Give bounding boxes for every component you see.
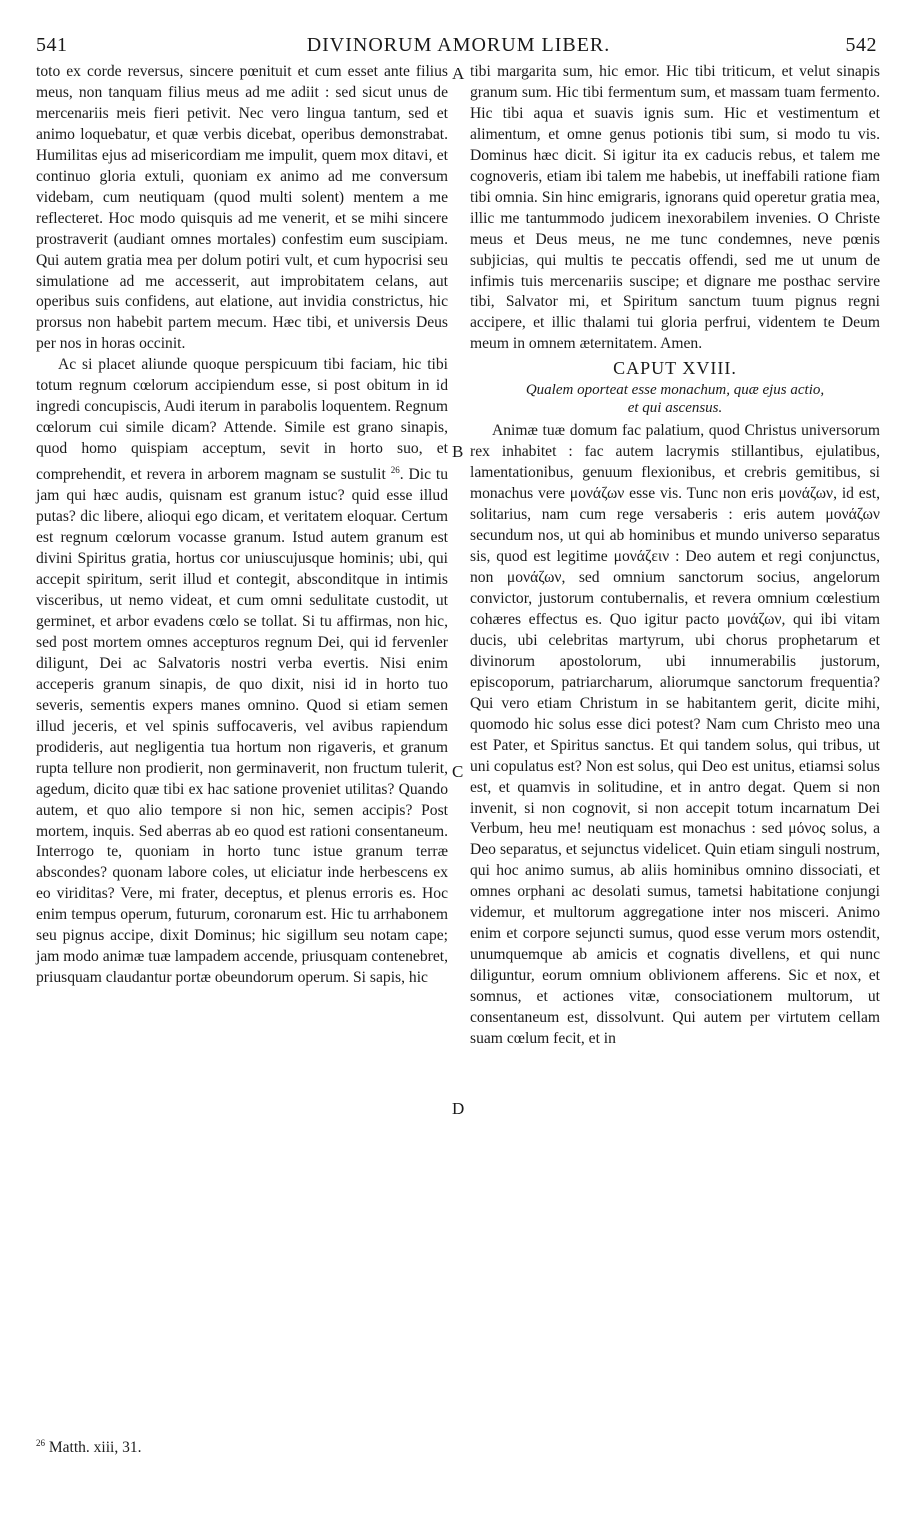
margin-marker-c: C xyxy=(452,762,464,781)
left-paragraph-1: toto ex corde reversus, sincere pœnituit et cum esset ante filius meus, non tanquam filius meus ad me adiit : sed sicut unus de mercenariis meis fieri petivit. Nec vero lingua tantum, sed et animo loquebatur, et quæ verbis dicebat, operibus demonstrabat. Humilitas ejus ad misericordiam me impulit, quem mox ditavi, et continuo gloria extuli, quoniam ex animo ad me conversum videbam, cum neutiquam (quod multi solent) mentem a me reflecteret. Hoc modo quisquis ad me venerit, et se mihi sincere prostraverit (audiant omnes mortales) confestim eum suscipiam. Qui autem gratia mea per dolum potiri vult, et cum hypocrisi seu simulatione ad me accesserit, aut improbitatem celans, aut operibus suis confidens, aut elatione, aut invidia constrictus, hic prorsus non habebit partem mecum. Hæc tibi, et universis Deus per nos in horas occinit. xyxy=(36,63,448,353)
running-title: DIVINORUM AMORUM LIBER. xyxy=(306,34,611,56)
chapter-subtitle-line-2: et qui ascensus. xyxy=(627,400,723,417)
page-number-left: 541 xyxy=(36,34,68,56)
footnote-reference: 26 xyxy=(390,465,400,476)
margin-marker-a: A xyxy=(452,64,465,83)
left-paragraph-2 xyxy=(36,355,448,989)
left-paragraph-2-part-a: Ac si placet aliunde quoque perspicuum tibi faciam, hic tibi totum regnum cœlorum accipiendum esse, si post obitum in id ingredi concupiscis, Audi iterum in parabolis loquentem. Regnum cœlorum cui simile dicam? Attende. Simile est grano sinapis, quod homo quispiam acceptum, sevit in horto suo, et comprehendit, et revera in arborem magnam se sustulit xyxy=(36,356,448,484)
left-column xyxy=(36,62,448,989)
footnote xyxy=(36,1438,141,1457)
footnote-text: Matth. xiii, 31. xyxy=(45,1439,142,1457)
right-column xyxy=(470,62,880,1050)
footnote-mark: 26 xyxy=(36,1438,45,1448)
margin-marker-d: D xyxy=(452,1099,465,1118)
margin-marker-b: B xyxy=(452,442,464,461)
page-number-right: 542 xyxy=(845,34,877,56)
right-paragraph-1: tibi margarita sum, hic emor. Hic tibi triticum, et velut sinapis granum sum. Hic tibi fermentum sum, et massam tuam fermento. Hic tibi aqua et suavis ignis sum. Hic et vestimentum et alimentum, et omne genus potionis tibi sum, si modo tu vis. Dominus hæc dicit. Si igitur ita ex caducis rebus, et talem me cognoveris, etiam ibi talem me habebis, ut ineffabili ratione fiam tibi omnia. Sin hinc emigraris, ignorans quid operetur gratia mea, illic me tantummodo judicem inexorabilem invenies. O Christe meus et Deus meus, ne me tunc condemnes, neve pœnis subjicias, qui multis te peccatis offendi, sed me ut unum de infimis tuis mercenariis suscipe; et dignare me posthac servire tibi, Salvator mi, et Spiritum sanctum tuum pignus regni accipere, et illic thalami tui gloria perfrui, videntem te Deum meum in omnem æternitatem. Amen. xyxy=(470,63,880,353)
right-paragraph-2: Animæ tuæ domum fac palatium, quod Christus universorum rex inhabitet : fac autem lacrymis stillantibus, ejulatibus, lamentationibus, genuum flexionibus, et crebris gemitibus, si monachus vere μονάζων esse vis. Tunc non eris μονάζων, id est, solitarius, nam cum rege versaberis : eris autem μονάζων secundum nos, ut qui ab hominibus et mundo universo separatus sis, quod est legitime μονάζειν : Deo autem et regi conjunctus, non μονάζων, sed omnium sanctorum socius, angelorum convictor, justorum contubernalis, et revera omnium cœlestium cohæres effectus es. Quo igitur pacto μονάζων, qui ibi vitam ducis, ubi celebritas martyrum, ubi chorus prophetarum et divinorum apostolorum, ubi innumerabilis justorum, episcoporum, patriarcharum, aliorumque sanctorum frequentia? Qui vero etiam Christum in se habitantem gerit, dicite mihi, quomodo hic solus esse dici potest? Nam cum Christo meo una est Pater, et Spiritus sanctus. Et qui tandem solus, qui tribus, ut uni copulatus est? Non est solus, qui Deo est unitus, etiamsi solus est, et quamvis in solitudine, et in antro degat. Quem si non invenit, si non cognovit, si non accepit totum incarnatum Dei Verbum, heu me! neutiquam est monachus : sed μόνος solus, a Deo separatus, et sejunctus videlicet. Quin etiam singuli nostrum, qui hoc animo sumus, ab aliis hominibus omnino dissociati, et omnes orphani ac desolati sumus, tametsi habitatione conjungi videmur, et multorum aggregatione inter nos misceri. Animo enim et corpore sejuncti sumus, quod esse verum mors ostendit, unumquemque ab amicis et cognatis divellens, et qui nunc diliguntur, eorum omnium oblivionem afferens. Sic et nox, et somnus, et actiones vitæ, consociationem multorum, ut consentaneum est, dissolvunt. Qui autem per virtutem cellam suam cœlum fecit, et in xyxy=(470,422,880,1047)
left-paragraph-2-part-b: . Dic tu jam qui hæc audis, quisnam est granum istuc? quid esse illud putas? dic libere, alioqui ego dicam, et veritatem eloquar. Certum est regnum cœlorum vocasse granum. Istud autem granum est divini Spiritus gratia, hortus cor uniuscujusque hominis; ubi, qui accepit spiritum, serit illud et contegit, absconditque in intimis visceribus, ut nemo videat, et cum omni sedulitate custodit, ut germinet, et arbor evadens cœlo se tollat. Si tu affirmas, non hic, sed post mortem omnes accepturos regnum Dei, qui id fervenler diligunt, Dei ac Salvatoris nostri verba evertis. Nisi enim acceperis granum sinapis, de quo dixit, nisi id in horto tuo severis, sementis expers manes omnino. Quod si etiam semen illud jeceris, et vel spinis suffocaveris, vel avibus rapiendum prodideris, aut negligentia tua hortum non rigaveris, et granum rupta tellure non prodierit, non germinaverit, non fructum tulerit, agedum, dicito quæ tibi ex hac satione proveniet utilitas? Quando autem, et quo alio tempore si non hic, semen accipis? Post mortem, inquis. Sed aberras ab eo quod est rationi consentaneum. Interrogo te, quoniam in horto tunc istue granum terræ abscondes? quonam labore coles, ut eliciatur inde herbescens ex eo viriditas? Vere, mi frater, deceptus, et plenus erroris es. Hoc enim tempus operum, futurum, coronarum est. Hic tu arrhabonem seu pignus accipe, dixit Dominus; hic sigillum seu notam cape; jam modo animæ tuæ lampadem accende, priusquam contenebret, priusquam claudantur portæ obeundorum operum. Si sapis, hic xyxy=(36,466,449,987)
chapter-subtitle-line-1: Qualem oporteat esse monachum, quæ ejus actio, xyxy=(525,382,825,399)
chapter-subtitle xyxy=(470,381,880,417)
chapter-heading: CAPUT XVIII. xyxy=(613,358,737,379)
